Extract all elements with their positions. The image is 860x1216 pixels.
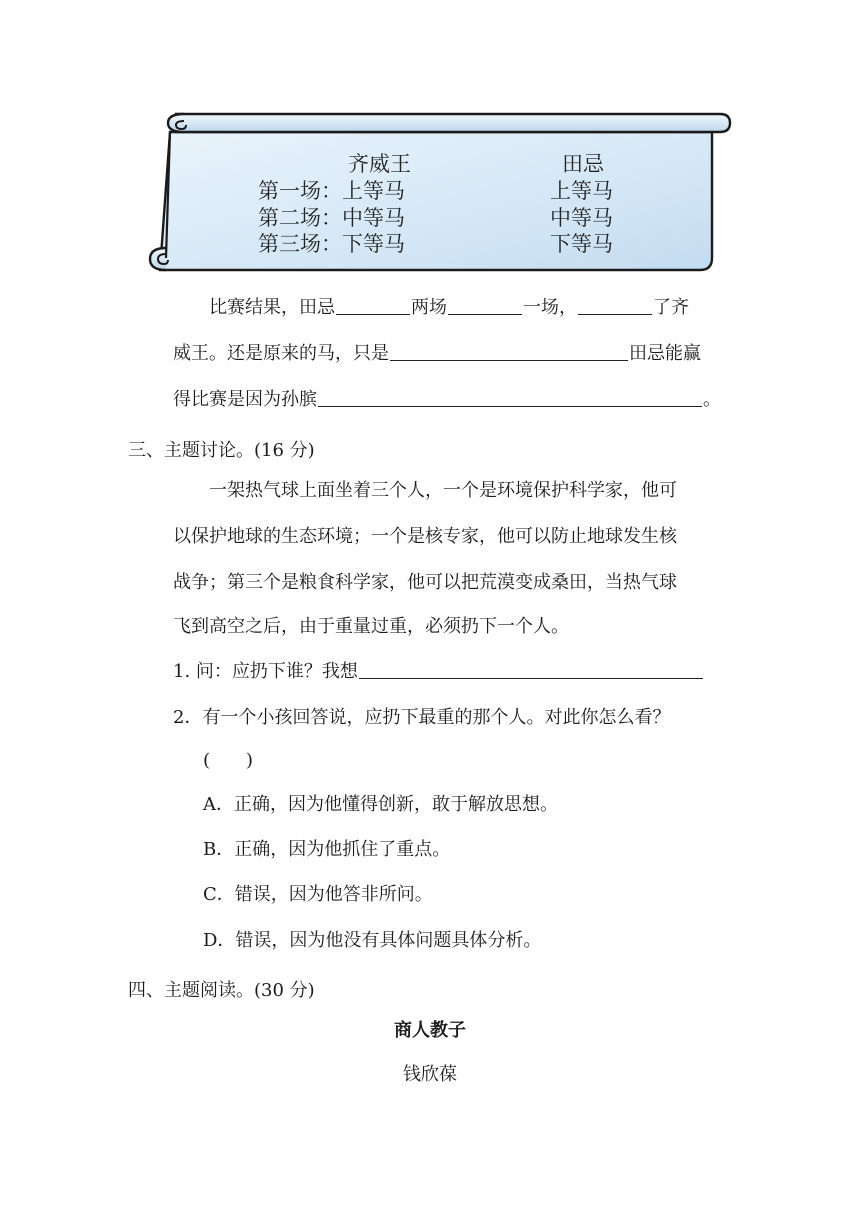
row2-right: 中等马	[550, 206, 613, 230]
answer-blank-1[interactable]	[359, 677, 703, 679]
section3-para-4: 飞到高空之后，由于重量过重，必须扔下一个人。	[173, 616, 569, 637]
article-title: 商人教子	[394, 1020, 466, 1041]
section4-title: 四、主题阅读。(30 分)	[128, 980, 315, 1001]
fill-line-2: 威王。还是原来的马，只是 田忌能赢	[173, 343, 701, 364]
section3-title: 三、主题讨论。(16 分)	[128, 440, 315, 461]
blank-2[interactable]	[448, 313, 522, 315]
scroll-table	[140, 108, 740, 278]
blank-3[interactable]	[578, 313, 652, 315]
row2-label: 第二场：中等马	[258, 206, 405, 230]
header-qiweiwang: 齐威王	[348, 152, 411, 176]
section3-para-1: 一架热气球上面坐着三个人，一个是环境保护科学家，他可	[209, 480, 677, 501]
option-d[interactable]: D．错误，因为他没有具体问题具体分析。	[203, 930, 542, 951]
option-a[interactable]: A．正确，因为他懂得创新，敢于解放思想。	[203, 794, 558, 815]
question-1: 1. 问：应扔下谁？我想	[173, 663, 704, 681]
option-b[interactable]: B．正确，因为他抓住了重点。	[203, 839, 451, 860]
option-c[interactable]: C．错误，因为他答非所问。	[203, 884, 433, 905]
blank-5[interactable]	[318, 405, 702, 407]
section3-para-2: 以保护地球的生态环境；一个是核专家，他可以防止地球发生核	[173, 526, 677, 547]
answer-paren[interactable]: ( )	[203, 750, 254, 771]
row1-right: 上等马	[550, 179, 613, 203]
row3-right: 下等马	[550, 232, 613, 256]
article-author: 钱欣葆	[403, 1064, 457, 1085]
blank-4[interactable]	[390, 359, 628, 361]
fill-line-1: 比赛结果，田忌 两场 一场， 了齐	[209, 297, 689, 318]
header-tianji: 田忌	[562, 152, 604, 176]
section3-para-3: 战争；第三个是粮食科学家，他可以把荒漠变成桑田，当热气球	[173, 572, 677, 593]
row3-label: 第三场：下等马	[258, 232, 405, 256]
blank-1[interactable]	[336, 313, 410, 315]
fill-line-3: 得比赛是因为孙膑 。	[173, 389, 721, 410]
scroll-frame-icon	[140, 108, 740, 278]
question-2: 2．有一个小孩回答说，应扔下最重的那个人。对此你怎么看？	[173, 707, 671, 728]
row1-label: 第一场：上等马	[258, 179, 405, 203]
